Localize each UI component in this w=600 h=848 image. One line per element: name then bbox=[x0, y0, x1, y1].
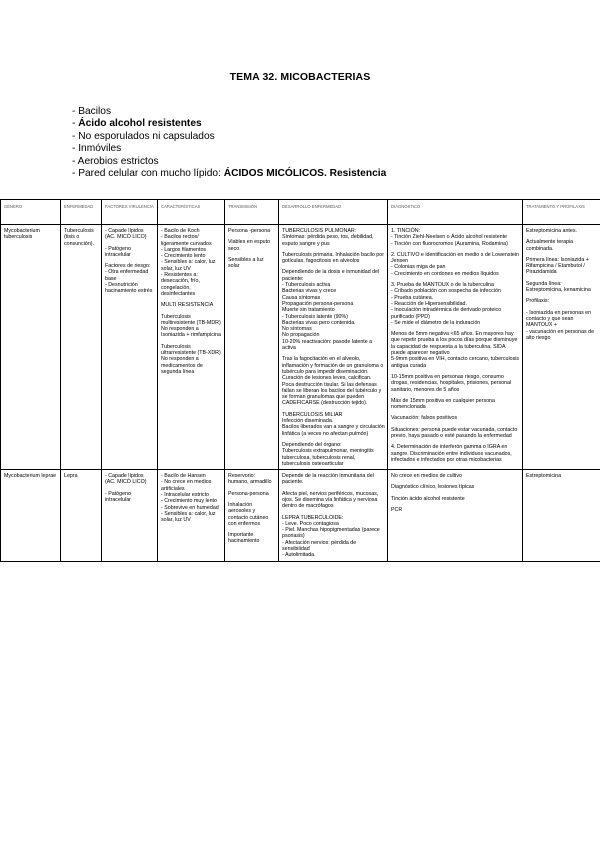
cell-line: No propagación bbox=[282, 332, 320, 339]
cell-line: - Inoculación intradérmica de derivado proteico purificado (PPD) bbox=[391, 307, 502, 320]
cell-line: Mycobacterium tuberculosis bbox=[4, 228, 40, 241]
column-header: GÉNERO bbox=[1, 200, 61, 225]
cell-line: Más de 15mm positiva en cualquier persona nomenclonada bbox=[391, 397, 495, 411]
column-header: ENFERMEDAD bbox=[61, 200, 102, 225]
cell-line: - Isoniazida en personas en contacto y que sean MANTOUX + bbox=[526, 309, 592, 329]
cell-line: LEPRA TUBERCULOIDE: bbox=[282, 514, 344, 521]
microbacteria-table bbox=[0, 199, 600, 562]
cell-line: Tuberculosis multiresistente (TB-MDR) bbox=[161, 313, 221, 326]
intro-item-text: - No esporulados ni capsulados bbox=[72, 130, 215, 142]
intro-item-text: - Aerobios estrictos bbox=[72, 155, 159, 167]
intro-list bbox=[72, 106, 386, 180]
cell-line: Muerte sin tratamiento bbox=[282, 307, 335, 314]
cell-line: Tras la fagocitación en el alveolo, inflamación y formación de un granuloma o tubérculo para impedir diseminación. Curación de lesiones leves, calcifican. Poca destrucción tisular. Si las defensas fallan se liberan los bacilos del tubérculo y se forman granulomas que pueden CADEFICARSE (destrucción tejido). bbox=[282, 356, 384, 407]
intro-item bbox=[72, 168, 386, 180]
table-cell bbox=[225, 470, 279, 562]
cell-line: Persona-persona bbox=[228, 490, 269, 497]
column-header: FACTORES VIRULENCIA bbox=[102, 200, 158, 225]
cell-line: 1. TINCIÓN: bbox=[391, 228, 421, 234]
cell-line: - Leve. Poco contagiosa bbox=[282, 520, 339, 527]
cell-line: - Largos filamentos bbox=[161, 246, 207, 253]
cell-line: Propagación persona-persona bbox=[282, 300, 354, 307]
cell-line: 3. Prueba de MANTOUX o de la tuberculina bbox=[391, 282, 494, 289]
cell-line: - Colonias miga de pan bbox=[391, 264, 446, 271]
cell-line: Vacunación: falsos positivos bbox=[391, 415, 458, 422]
cell-line: - Se mide el diámetro de la induración bbox=[391, 319, 481, 326]
cell-line: Dependiendo del órgano: bbox=[282, 441, 342, 448]
table-cell bbox=[523, 470, 600, 562]
table-cell bbox=[102, 225, 158, 470]
table-row bbox=[1, 225, 600, 470]
intro-item bbox=[72, 156, 386, 168]
cell-line: Viables en esputo seco. bbox=[228, 239, 271, 252]
cell-line: No síntomas bbox=[282, 326, 312, 333]
cell-line: Sensibles a luz solar bbox=[228, 256, 264, 270]
cell-line: No crece en medios de cultivo bbox=[391, 473, 462, 480]
intro-item-bold-text: Ácido alcohol resistentes bbox=[78, 118, 202, 130]
cell-line: 5-9mm positiva en VIH, contacto cercano, tuberculosis antigua curada bbox=[391, 356, 520, 369]
cell-line: - Afectación nervios: pérdida de sensibilidad bbox=[282, 539, 357, 553]
cell-line: Diagnóstico clínico, lesiones típicas bbox=[391, 484, 475, 491]
cell-line: - Autolimitada. bbox=[282, 552, 316, 559]
cell-line: - Reacción de Hipersensibilidad. bbox=[391, 300, 467, 307]
cell-line: PCR bbox=[391, 506, 403, 513]
cell-line: Bacterias vivas y crece bbox=[282, 288, 337, 295]
cell-line: Bacilos liberados van a sangre y circulación linfática (a veces no afectan pulmón) bbox=[282, 424, 385, 437]
intro-item-text: - Pared celular con mucho lípido: bbox=[72, 168, 224, 180]
cell-line: Tuberculosis primaria. Inhalación bacilo por gotículas, fagocitosis en alveolos bbox=[282, 251, 384, 265]
cell-line: Tuberculosis ultrarresistente (TB-XDR) bbox=[161, 343, 221, 357]
intro-item-text: - Bacilos bbox=[72, 106, 112, 117]
cell-line: Situaciones: persona puede estar vacunada, contacto previo, haya pasado o esté pasando la enfermedad bbox=[391, 426, 518, 440]
cell-line: - Crecimiento muy lento bbox=[161, 498, 217, 505]
table-cell bbox=[279, 225, 388, 470]
cell-line: TUBERCULOSIS MILIAR bbox=[282, 411, 343, 418]
cell-line: - Tuberculosis activa bbox=[282, 282, 331, 289]
intro-item-text: - bbox=[72, 118, 79, 130]
cell-line: - Bacilo de Hansen bbox=[161, 473, 206, 480]
cell-line: - Desnutrición hacinamiento estrés bbox=[105, 282, 153, 295]
intro-item-text: - Inmóviles bbox=[72, 143, 122, 155]
cell-line: - Tinción Ziehl-Neelsen o Ácido alcohol resistente bbox=[391, 234, 508, 241]
table-cell bbox=[102, 470, 158, 562]
cell-line: - Intracelular estricto bbox=[161, 491, 209, 498]
cell-line: Inhalación aerosoles y contacto cutáneo con enfermos bbox=[228, 501, 269, 527]
cell-line: Síntomas: pérdida peso, tos, debilidad, esputo sangre y pus bbox=[282, 234, 374, 247]
table-cell bbox=[279, 470, 388, 562]
cell-line: - No crece en medios artificiales bbox=[161, 479, 212, 492]
cell-line: MULTI RESISTENCIA bbox=[161, 302, 214, 309]
cell-line: Afecta piel, nervios periféricos, mucosas, ojos. Se disemina vía linfática y nerviosa dentro de macrófagos bbox=[282, 490, 379, 510]
cell-line: Primera línea: Isoniazida + Rifampicina / Etambutol / Pirazidamida bbox=[526, 256, 589, 276]
cell-line: - Patógeno intracelular bbox=[105, 490, 131, 503]
intro-item bbox=[72, 143, 386, 155]
cell-line: 10-20% reactivación: pasode latente a activa bbox=[282, 338, 373, 352]
cell-line: 4. Determinación de interferón gamma o IGRA en sangre. Discriminación entre individuos vacunados, infectados e infectados por otras micobacterias bbox=[391, 444, 512, 463]
cell-line: Tuberculosis extrapulmonar, meningitis tuberculosa, tuberculosis renal, tuberculosis osteoarticular bbox=[282, 448, 374, 467]
cell-line: - Otra enfermedad base bbox=[105, 269, 149, 282]
cell-line: Lepra bbox=[64, 473, 78, 480]
table-cell bbox=[158, 470, 225, 562]
cell-line: Importante hacinamiento bbox=[228, 532, 260, 545]
cell-line: - Cribado población con sospecha de infección bbox=[391, 288, 501, 295]
cell-line: No responden a medicamentos de segunda línea bbox=[161, 356, 203, 375]
column-header: CARACTERÍSTICAS bbox=[158, 200, 225, 225]
cell-line: Segunda línea: Estreptomicina, kenamicina bbox=[526, 280, 591, 294]
cell-line: - Sensibles a: calor, luz solar, luz UV bbox=[161, 510, 216, 524]
cell-line: - Sensibles a: calor, luz solar, luz UV bbox=[161, 259, 216, 272]
intro-item bbox=[72, 131, 386, 143]
table-cell bbox=[225, 225, 279, 470]
cell-line: - Prueba cutánea. bbox=[391, 294, 434, 301]
cell-line: - Patógeno intracelular bbox=[105, 245, 131, 258]
cell-line: Bacterias vivas pero contenida. bbox=[282, 319, 356, 326]
table-cell bbox=[388, 225, 523, 470]
cell-line: - Tinción con fluorocromos (Auramina, Rodamina) bbox=[391, 240, 508, 247]
cell-line: - Crecimiento lento bbox=[161, 253, 206, 260]
table-header-row bbox=[1, 200, 600, 225]
cell-line: - Bacilo de Koch bbox=[161, 228, 200, 234]
cell-line: Tuberculosis (tisis o consunción). bbox=[64, 228, 95, 247]
cell-line: - Resistentes a: desecación, frío, congelación, desinfectantes bbox=[161, 272, 200, 297]
table-cell bbox=[523, 225, 600, 470]
table-cell bbox=[1, 225, 61, 470]
column-header: TRATAMIENTO Y PROFILAXIS bbox=[523, 200, 600, 225]
column-header: DESARROLLO ENFERMEDAD bbox=[279, 200, 388, 225]
cell-line: Tinción ácido alcohol resistente bbox=[391, 495, 465, 502]
cell-line: Persona -persona bbox=[228, 228, 271, 234]
cell-line: 2. CULTIVO e identificación en medio s de Lowenstein Jensen bbox=[391, 251, 519, 265]
cell-line: - Tuberculosis latente (90%) bbox=[282, 313, 348, 320]
cell-line: 10-15mm positiva en personas riesgo, consumo drogas, residencias, hospitales, prisiones, personal sanitario, menores de 5 años bbox=[391, 373, 512, 393]
cell-line: Estreptomicina antes. bbox=[526, 228, 577, 234]
cell-line: Actualmente terapia combinada. bbox=[526, 239, 574, 252]
table-cell bbox=[158, 225, 225, 470]
table-cell bbox=[61, 225, 102, 470]
cell-line: - Sobrevive en humedad bbox=[161, 504, 219, 511]
cell-line: Reservorio: humano, armadillo bbox=[228, 473, 272, 486]
cell-line: Depende de la reacción inmunitaria del paciente. bbox=[282, 473, 374, 486]
cell-line: - vacunación en personas de alto riesgo bbox=[526, 328, 595, 341]
cell-line: - Capade lípidos (AC. MICÓ LICO) bbox=[105, 473, 147, 486]
column-header: DIAGNÓSTICO bbox=[388, 200, 523, 225]
cell-line: Dependiendo de la dosis e inmunidad del paciente: bbox=[282, 269, 380, 282]
cell-line: Menos de 5mm negativa <65 años. En mayores hay que repetir prueba a los pocos días porque disminuye la capacidad de respuesta a la tuberculina. SIDA puede aparecer negativo bbox=[391, 331, 518, 357]
intro-item-bold-text: ÁCIDOS MICÓLICOS. Resistencia bbox=[223, 168, 387, 180]
table-cell bbox=[388, 470, 523, 562]
cell-line: Infección diseminada. bbox=[282, 418, 334, 425]
table-cell bbox=[61, 470, 102, 562]
cell-line: - Piel. Manchas hipopigmentadas (parece psoriasis) bbox=[282, 527, 380, 540]
cell-line: - Bacilos rectos/ ligeramente curvados bbox=[161, 234, 212, 247]
cell-line: Mycobacterium leprae bbox=[4, 473, 57, 480]
intro-item bbox=[72, 118, 386, 130]
intro-item bbox=[72, 106, 386, 118]
table-row bbox=[1, 470, 600, 562]
cell-line: No responden a Isoniazida + rimfampicina bbox=[161, 326, 221, 339]
cell-line: Estreptomicina bbox=[526, 473, 562, 480]
cell-line: Factores de riesgo: bbox=[105, 263, 151, 270]
cell-line: - Capade lípidos (AC. MICÓ LICO) bbox=[105, 228, 147, 241]
column-header: TRANSMISIÓN bbox=[225, 200, 279, 225]
cell-line: - Crecimiento en cordones en medios líquidos bbox=[391, 270, 499, 277]
cell-line: TUBERCULOSIS PULMONAR: bbox=[282, 228, 357, 234]
cell-line: Causa síntomas bbox=[282, 294, 321, 301]
cell-line: Profilaxis: bbox=[526, 298, 549, 305]
table-cell bbox=[1, 470, 61, 562]
page-title: TEMA 32. MICOBACTERIAS bbox=[229, 71, 371, 83]
